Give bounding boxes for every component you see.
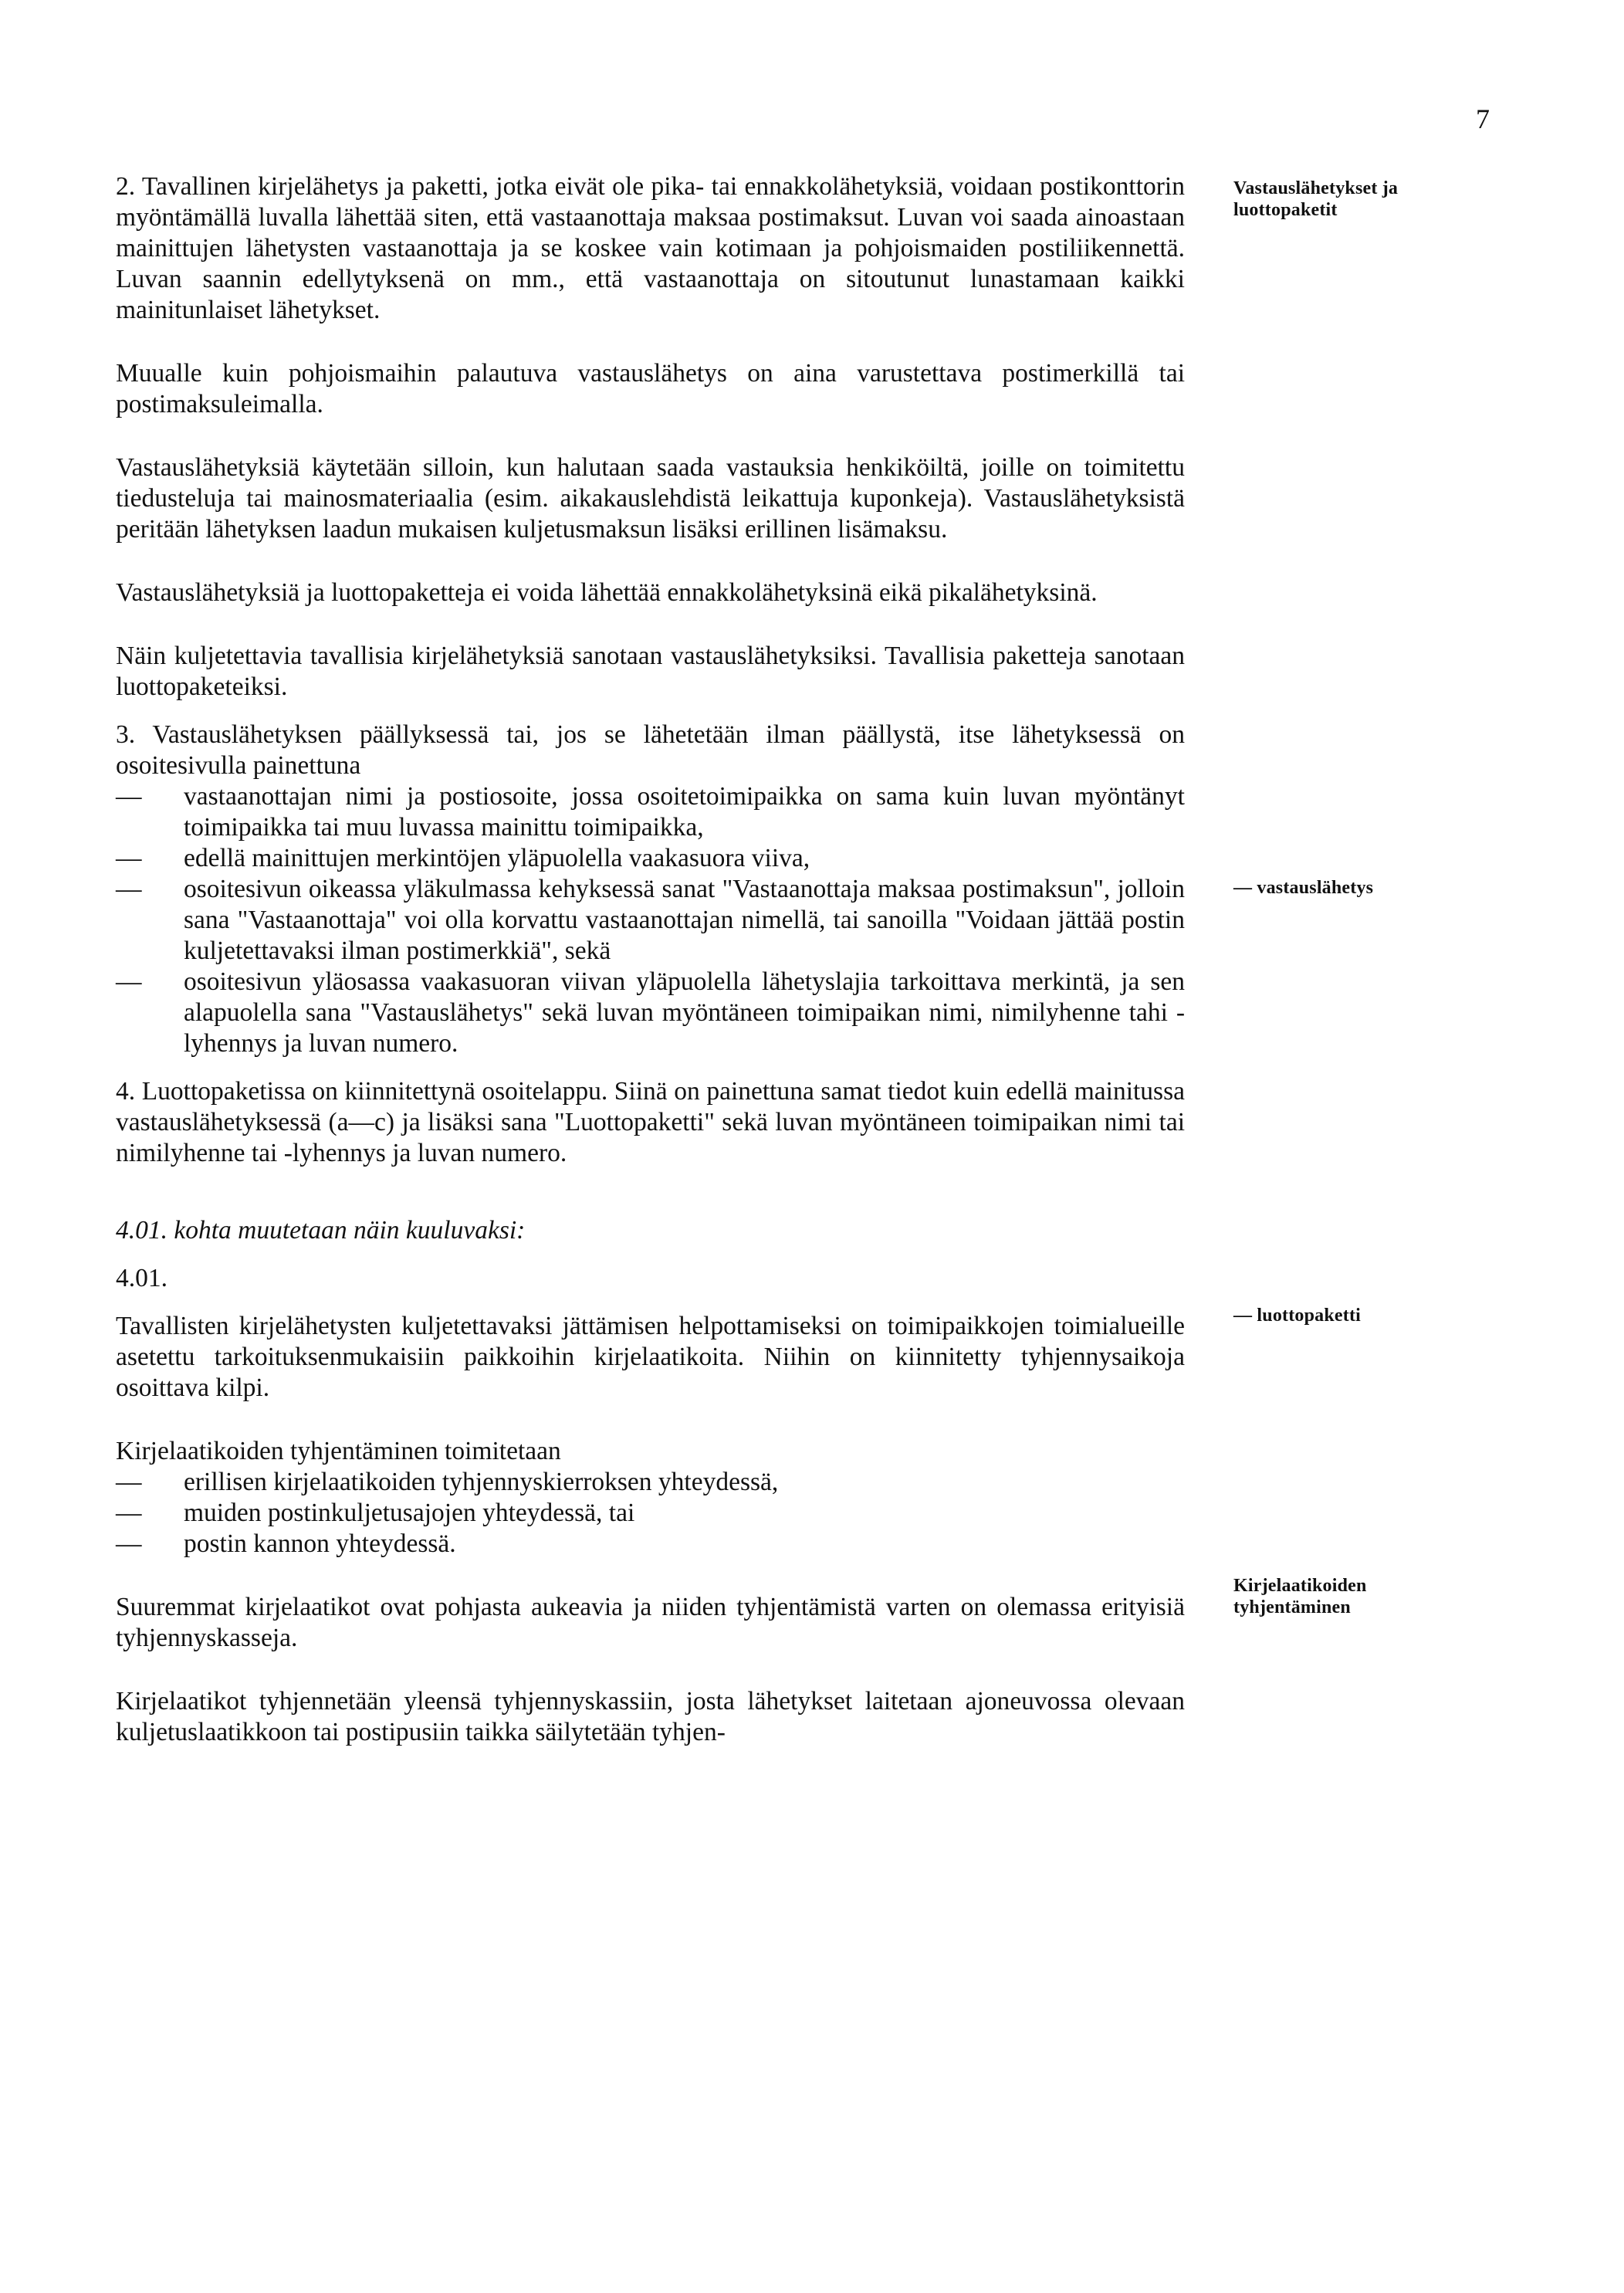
- list-item: [116, 967, 1185, 1059]
- paragraph-vastauslahetyksia-2: Vastauslähetyksiä ja luottopaketteja ei voida lähettää ennakkolähetyksinä eikä pikalähetyksinä.: [116, 578, 1098, 607]
- sidenote-luottopaketti: — luottopaketti: [1233, 1306, 1361, 1326]
- dash-marker: —: [116, 1499, 142, 1527]
- list-item-text: postin kannon yhteydessä.: [184, 1529, 456, 1558]
- dash-marker: —: [116, 782, 142, 811]
- list-item-text: osoitesivun yläosassa vaakasuoran viivan yläpuolella lähetyslajia tarkoittava merkintä, ja sen alapuolella sana "Vastauslähetys" sekä luvan myöntäneen toimipaikan nimi, nimilyhenne tahi -lyhennys ja luvan numero.: [184, 967, 1185, 1058]
- dash-marker: —: [116, 875, 142, 903]
- list-item: [116, 781, 1185, 843]
- sidenote-vastauslahetys: — vastauslähetys: [1233, 878, 1374, 898]
- list-item-text: erillisen kirjelaatikoiden tyhjennyskierroksen yhteydessä,: [184, 1468, 779, 1496]
- dash-marker: —: [116, 967, 142, 996]
- paragraph-muualle: Muualle kuin pohjoismaihin palautuva vastauslähetys on aina varustettava postimerkillä tai postimaksuleimalla.: [116, 359, 1185, 418]
- list-item: [116, 1498, 1185, 1529]
- list-item-text: edellä mainittujen merkintöjen yläpuolella vaakasuora viiva,: [184, 844, 810, 872]
- dash-marker: —: [116, 1468, 142, 1496]
- paragraph-tavallisten: Tavallisten kirjelähetysten kuljetettavaksi jättämisen helpottamiseksi on toimipaikkojen toimialueille asetettu tarkoituksenmukaisiin paikkoihin kirjelaatikoita. Niihin on kiinnitetty tyhjennysaikoja osoittava kilpi.: [116, 1312, 1185, 1402]
- list-item-text: vastaanottajan nimi ja postiosoite, jossa osoitetoimipaikka on sama kuin luvan myöntänyt toimipaikka tai muu luvassa mainittu toimipaikka,: [184, 782, 1185, 842]
- sidenote-vastauslahetykset: Vastauslähetykset ja luottopaketit: [1233, 178, 1399, 220]
- dash-marker: —: [116, 844, 142, 872]
- page-number: 7: [1476, 103, 1490, 134]
- section-label-401: 4.01.: [116, 1264, 167, 1292]
- paragraph-vastauslahetyksia-1: Vastauslähetyksiä käytetään silloin, kun halutaan saada vastauksia henkiköiltä, joille on toimitettu tiedusteluja tai mainosmateriaalia (esim. aikakauslehdistä leikattuja kuponkeja). Vastauslähetyksistä peritään lähetyksen laadun mukaisen kuljetusmaksun lisäksi erillinen lisämaksu.: [116, 453, 1185, 544]
- paragraph-kirjelaatikot: Kirjelaatikot tyhjennetään yleensä tyhjennyskassiin, josta lähetykset laitetaan ajoneuvossa olevaan kuljetuslaatikkoon tai postipusiin taikka säilytetään tyhjen-: [116, 1687, 1185, 1746]
- section-heading-401: 4.01. kohta muutetaan näin kuuluvaksi:: [116, 1216, 526, 1245]
- list-item-text: muiden postinkuljetusajojen yhteydessä, tai: [184, 1499, 635, 1527]
- list-item: [116, 1529, 1185, 1560]
- list-item: [116, 874, 1185, 967]
- list-item-text: osoitesivun oikeassa yläkulmassa kehyksessä sanat "Vastaanottaja maksaa postimaksun", jolloin sana "Vastaanottaja" voi olla korvattu vastaanottajan nimellä, tai sanoilla "Voidaan jättää postin kuljetettavaksi ilman postimerkkiä", sekä: [184, 875, 1185, 965]
- paragraph-suuremmat: Suuremmat kirjelaatikot ovat pohjasta aukeavia ja niiden tyhjentämistä varten on olemassa erityisiä tyhjennyskasseja.: [116, 1593, 1185, 1652]
- paragraph-nain: Näin kuljetettavia tavallisia kirjelähetyksiä sanotaan vastauslähetyksiksi. Tavallisia paketteja sanotaan luottopaketeiksi.: [116, 642, 1185, 701]
- main-text: [116, 171, 1185, 1748]
- paragraph-3: 3. Vastauslähetyksen päällyksessä tai, jos se lähetetään ilman päällystä, itse lähetyksessä on osoitesivulla painettuna: [116, 720, 1185, 780]
- paragraph-2: 2. Tavallinen kirjelähetys ja paketti, jotka eivät ole pika- tai ennakkolähetyksiä, voidaan postikonttorin myöntämällä luvalla lähettää siten, että vastaanottaja maksaa postimaksut. Luvan voi saada ainoastaan mainittujen lähetysten vastaanottaja ja se koskee vain kotimaan ja pohjoismaiden postiliikennettä. Luvan saannin edellytyksenä on mm., että vastaanottaja on sitoutunut lunastamaan kaikki mainitunlaiset lähetykset.: [116, 172, 1185, 324]
- paragraph-4: 4. Luottopaketissa on kiinnitettynä osoitelappu. Siinä on painettuna samat tiedot kuin edellä mainitussa vastauslähetyksessä (a—c) ja lisäksi sana "Luottopaketti" sekä luvan myöntäneen toimipaikan nimi tai nimilyhenne tai -lyhennys ja luvan numero.: [116, 1077, 1185, 1167]
- sidenote-kirjelaatikoiden-tyhjentaminen: Kirjelaatikoiden tyhjentäminen: [1233, 1576, 1367, 1617]
- paragraph-kirjelaatikoiden: Kirjelaatikoiden tyhjentäminen toimitetaan: [116, 1437, 561, 1465]
- list-item: [116, 1467, 1185, 1498]
- dash-marker: —: [116, 1529, 142, 1558]
- list-item: [116, 843, 1185, 874]
